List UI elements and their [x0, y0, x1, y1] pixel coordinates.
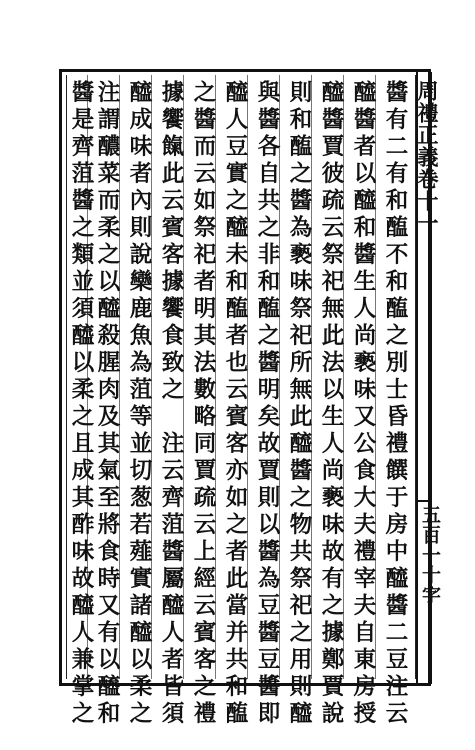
text-column-7: 之醬而云如祭祀者明其法數略同賈疏云上經云賓客之禮	[190, 80, 216, 728]
text-column-11: 醬是齊菹醬之類並須醯以柔之且成其酢味故醯人兼掌之	[68, 80, 94, 728]
text-column-5: 與醬各自共之非和醢之醬明矣故賈則以醬為豆醬豆醬即	[254, 80, 280, 728]
text-column-8: 據饗餼此云賓客據饗食致之 注云齊菹醬屬醯人者皆須	[158, 80, 184, 728]
text-column-2: 醯醬者以醯和醬生人尚褻味又公食大夫禮宰夫自東房授	[350, 80, 376, 728]
text-column-3: 醯醬賈彼疏云祭祀無此法以生人尚褻味故有之據鄭賈說	[318, 80, 344, 728]
text-column-6: 醯人豆實之醯未和醢者也云賓客亦如之者此當并共和醢	[222, 80, 248, 728]
center-strip-title: 周禮正義卷十一	[415, 80, 440, 234]
text-column-1: 醬有二有和醢不和醢之別士昏禮饌于房中醯醬二豆注云	[382, 80, 408, 728]
fish-tail-divider	[416, 500, 432, 502]
text-column-4: 則和醢之醬為褻味祭祀所無此醯醬之物共祭祀之用則醯	[286, 80, 312, 728]
text-column-10: 注謂醲菜而柔之以醯殺腥肉及其氣至將食時又有以醯和	[94, 80, 120, 728]
center-strip-page-number: 五百一十字	[419, 505, 441, 605]
text-column-9: 醯成味者內則說欒鹿魚為菹等並切葱若薤實諸醯以柔之	[126, 80, 152, 728]
